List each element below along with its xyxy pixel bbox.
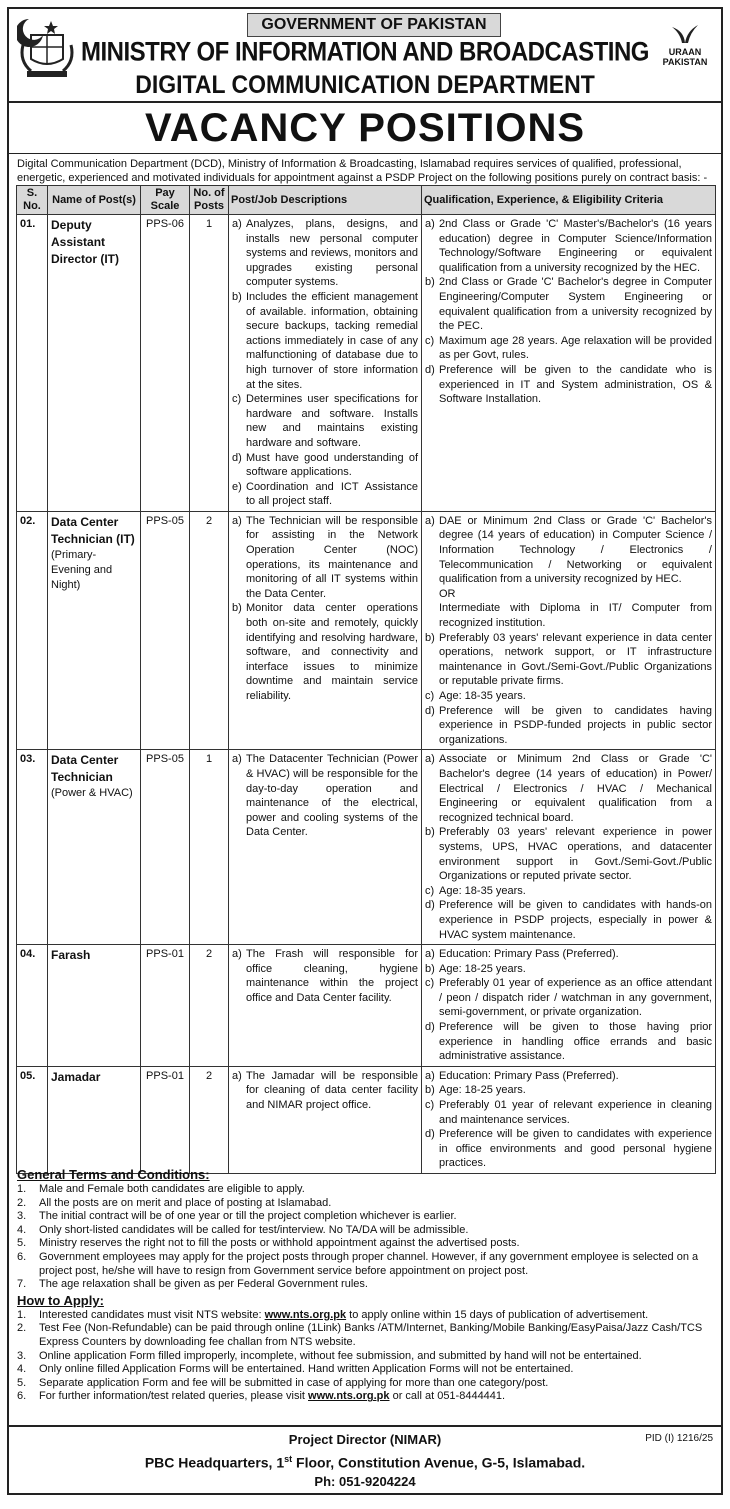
item-text: Intermediate with Diploma in IT/ Computer from recognized institution. <box>439 602 712 630</box>
header-posts: No. of Posts <box>190 186 229 215</box>
terms-text: The age relaxation shall be given as per Federal Government rules. <box>39 1278 368 1291</box>
cell-no-of-posts: 2 <box>190 511 229 750</box>
apply-item: 3. Online application Form filled improperly, incomplete, without fee submission, and submitted by hand will not be entertained. <box>17 1350 713 1364</box>
list-item <box>232 601 418 703</box>
list-item <box>232 290 418 392</box>
header-qual: Qualification, Experience, & Eligibility Criteria <box>422 186 716 215</box>
terms-item <box>17 1237 713 1251</box>
item-text: Education: Primary Pass (Preferred). <box>439 948 619 961</box>
item-text: Determines user specifications for hardware and software. Installs new and maintains existing hardware and software. <box>246 393 418 449</box>
terms-item <box>17 1224 713 1238</box>
item-text: OR <box>439 587 456 600</box>
header-desc: Post/Job Descriptions <box>229 186 422 215</box>
item-marker: b) <box>425 1084 435 1097</box>
terms-number: 6. <box>17 1250 27 1263</box>
apply-text: Online application Form filled improperly, incomplete, without fee submission, and submitted by hand will not be entertained. <box>39 1349 642 1362</box>
cell-sno: 03. <box>17 750 48 945</box>
bird-icon <box>670 23 700 45</box>
item-text: DAE or Minimum 2nd Class or Grade 'C' Bachelor's degree (14 years of education) in Computer Science / Information Technology / Electronics / Telecommunication / Networking or equivalent qualification from a university recognized by HEC. <box>439 514 712 586</box>
terms-text: All the posts are on merit and place of posting at Islamabad. <box>39 1196 332 1209</box>
terms-section <box>17 1167 713 1404</box>
cell-no-of-posts: 2 <box>190 1066 229 1173</box>
apply-item: 1. Interested candidates must visit NTS website: www.nts.org.pk to apply online within 15 days of publication of advertisement. <box>17 1308 649 1321</box>
apply-item: 5. Separate application Form and fee will be submitted in case of applying for more than one category/post. <box>17 1377 713 1391</box>
cell-pay-scale: PPS-06 <box>141 215 190 512</box>
list-item <box>425 514 712 587</box>
item-marker: c) <box>425 690 435 702</box>
cell-job-description <box>229 1066 422 1173</box>
table-row <box>17 215 716 512</box>
list-item <box>425 275 712 333</box>
cell-qualification <box>422 215 716 512</box>
post-name: Data Center Technician <box>51 753 119 785</box>
item-marker: d) <box>425 363 435 376</box>
vacancy-table <box>16 185 716 1174</box>
cell-pay-scale: PPS-05 <box>141 511 190 750</box>
cell-job-description <box>229 945 422 1067</box>
list-item <box>425 689 712 704</box>
item-text: Preferably 03 years' relevant experience in data center operations, network support, or IT infrastructure maintenance in Govt./Semi-Govt./Public Organizations or reputable private firms. <box>439 631 712 688</box>
item-marker: e) <box>232 480 242 493</box>
item-text: Preferably 03 years' relevant experience in power systems, UPS, HVAC operations, and datacenter environment support in Govt./Semi-Govt./Public Organizations or reputed private sector. <box>439 826 712 883</box>
cell-qualification <box>422 945 716 1067</box>
item-text: Must have good understanding of software applications. <box>246 451 418 479</box>
item-text: The Datacenter Technician (Power & HVAC) will be responsible for the day-to-day operation and maintenance of the electrical, power and cooling systems of the Data Center. <box>246 753 418 839</box>
item-text: Age: 18-35 years. <box>439 884 526 897</box>
item-text: 2nd Class or Grade 'C' Bachelor's degree in Computer Engineering/Computer System Engineering or equivalent qualification from a university recognized by the PEC. <box>439 276 712 333</box>
item-marker: d) <box>425 1128 435 1141</box>
address-sup: st <box>284 1454 293 1464</box>
cell-qualification <box>422 750 716 945</box>
item-text: Preference will be given to candidates having experience in PSDP-funded projects in public sector organizations. <box>439 704 712 746</box>
item-marker: c) <box>232 393 242 406</box>
post-name: Jamadar <box>51 1069 101 1084</box>
item-text: Preferably 01 year of relevant experience in cleaning and maintenance services. <box>439 1099 712 1126</box>
apply-text: Only online filled Application Forms will be entertained. Hand written Application Forms will not be entertained. <box>39 1363 574 1376</box>
item-marker: d) <box>425 704 435 717</box>
cell-qualification <box>422 1066 716 1173</box>
uraan-pakistan-logo <box>655 23 715 89</box>
item-marker: a) <box>232 218 242 230</box>
pid-number: PID (I) 1216/25 <box>645 1433 713 1444</box>
item-text: Analyzes, plans, designs, and installs new personal computer systems and reviews, monitors and upgrades existing personal computer systems. <box>246 218 418 289</box>
terms-item <box>17 1210 713 1224</box>
item-marker: b) <box>232 290 242 303</box>
terms-item <box>17 1183 713 1197</box>
list-item <box>425 1127 712 1171</box>
advertisement-page <box>7 7 723 1495</box>
item-marker: c) <box>425 334 435 347</box>
header-sno: S. No. <box>17 186 48 215</box>
item-text: Age: 18-35 years. <box>439 690 526 702</box>
item-text: Monitor data center operations both on-site and remotely, quickly identifying and resolving hardware, software, and connectivity and interface issues to minimize downtime and maintain service reliability. <box>246 602 418 702</box>
terms-heading: General Terms and Conditions: <box>17 1167 210 1182</box>
list-item <box>425 363 712 407</box>
terms-text: Government employees may apply for the project posts through proper channel. However, if any government employee is selected on a project post, he/she will have to resign from Government service before appointment on project post. <box>39 1250 699 1277</box>
list-item <box>232 217 418 290</box>
nts-website-link[interactable]: www.nts.org.pk <box>264 1308 347 1321</box>
item-marker: a) <box>425 1069 435 1082</box>
item-marker: b) <box>425 276 435 289</box>
apply-item: 2. Test Fee (Non-Refundable) can be paid through online (1Link) Banks /ATM/Internet, Banking/Mobile Banking/EasyPaisa/Jazz Cash/TCS Express Counters by downloading fee challan from NTS website. <box>17 1322 713 1349</box>
terms-item <box>17 1251 713 1278</box>
terms-item <box>17 1278 713 1292</box>
cell-sno: 04. <box>17 945 48 1067</box>
apply-list <box>17 1309 713 1404</box>
item-marker: a) <box>232 514 242 527</box>
list-item <box>425 217 712 275</box>
item-text: Age: 18-25 years. <box>439 1084 526 1097</box>
cell-post-name <box>48 1066 141 1173</box>
item-marker: a) <box>425 514 435 527</box>
footer-project-director: Project Director (NIMAR) <box>288 1432 442 1447</box>
list-item <box>232 514 418 602</box>
list-item <box>232 752 418 840</box>
post-name: Data Center Technician (IT) <box>51 514 135 546</box>
terms-number: 7. <box>17 1278 27 1291</box>
terms-list <box>17 1183 713 1292</box>
cell-sno: 05. <box>17 1066 48 1173</box>
list-item <box>425 962 712 977</box>
list-item <box>425 752 712 825</box>
cell-qualification <box>422 511 716 750</box>
cell-post-name <box>48 511 141 750</box>
item-text: Coordination and ICT Assistance to all project staff. <box>246 480 418 508</box>
list-item <box>232 451 418 480</box>
cell-no-of-posts: 1 <box>190 750 229 945</box>
cell-pay-scale: PPS-01 <box>141 945 190 1067</box>
item-marker: d) <box>232 451 242 464</box>
cell-sno: 01. <box>17 215 48 512</box>
item-text: Preferably 01 year of experience as an office attendant / peon / dispatch rider / watchman in any government, semi-government, or private organization. <box>439 977 712 1019</box>
item-text: 2nd Class or Grade 'C' Master's/Bachelor's (16 years education) degree in Computer Science/Information Technology/Software Engineering or equivalent qualification from a university recognized by the HEC. <box>439 218 712 274</box>
apply-text: to apply online within 15 days of publication of advertisement. <box>346 1308 649 1321</box>
item-marker: a) <box>425 218 435 230</box>
item-marker: c) <box>425 884 435 897</box>
item-marker: b) <box>425 826 435 839</box>
item-marker: d) <box>425 1021 435 1034</box>
list-item <box>232 947 418 1005</box>
list-item <box>232 1069 418 1113</box>
footer-address <box>9 1449 721 1473</box>
post-name: Deputy Assistant Director (IT) <box>51 218 120 266</box>
terms-number: 2. <box>17 1196 27 1209</box>
list-item <box>425 884 712 899</box>
item-marker: b) <box>425 962 435 975</box>
cell-no-of-posts: 1 <box>190 215 229 512</box>
item-text: Preference will be given to the candidate who is experienced in IT and System administration, OS & Software Installation. <box>439 363 712 406</box>
footer <box>9 1425 721 1493</box>
cell-no-of-posts: 2 <box>190 945 229 1067</box>
terms-number: 5. <box>17 1237 27 1250</box>
item-marker: a) <box>425 948 435 961</box>
item-text: Preference will be given to those having prior experience in handling office errands and basic administrative assistance. <box>439 1021 712 1063</box>
item-text: Includes the efficient management of available. information, obtaining secure backups, tacking remedial actions immediately in case of any malfunctioning of database due to high turnover of store information at the sites. <box>246 290 418 391</box>
apply-text: Separate application Form and fee will be submitted in case of applying for more than one category/post. <box>39 1376 549 1389</box>
item-marker: a) <box>232 1069 242 1082</box>
item-marker: a) <box>232 948 242 961</box>
cell-post-name <box>48 945 141 1067</box>
list-item <box>232 480 418 509</box>
table-header-row <box>17 186 716 215</box>
terms-text: The initial contract will be of one year or till the project completion whichever is earlier. <box>39 1210 457 1223</box>
list-item <box>425 976 712 1020</box>
list-item <box>425 947 712 962</box>
list-item <box>425 1083 712 1098</box>
list-item <box>425 1069 712 1084</box>
item-text: Associate or Minimum 2nd Class or Grade 'C' Bachelor's degree (14 years of education) in Power/ Electrical / Electronics / HVAC / Mechanical Engineering or equivalent qualification from a recognized technical board. <box>439 753 712 824</box>
post-name: Farash <box>51 948 91 963</box>
item-marker: a) <box>232 753 242 766</box>
item-marker: a) <box>425 753 435 766</box>
terms-number: 4. <box>17 1223 27 1236</box>
list-item <box>425 601 712 630</box>
apply-text: or call at 051-8444441. <box>389 1390 506 1403</box>
terms-item <box>17 1197 713 1211</box>
item-marker: b) <box>232 602 242 615</box>
logo-text-pakistan: PAKISTAN <box>662 57 708 67</box>
item-marker <box>425 587 439 602</box>
cell-pay-scale: PPS-05 <box>141 750 190 945</box>
list-item <box>425 704 712 748</box>
apply-text: Interested candidates must visit NTS website: <box>39 1308 265 1321</box>
terms-number: 3. <box>17 1210 27 1223</box>
government-label: GOVERNMENT OF PAKISTAN <box>247 13 501 37</box>
list-item <box>425 334 712 363</box>
item-text: Age: 18-25 years. <box>439 962 526 975</box>
apply-item: 6. For further information/test related queries, please visit www.nts.org.pk or call at 051-8444441. <box>17 1390 506 1403</box>
post-note: (Power & HVAC) <box>51 787 133 800</box>
table-row <box>17 511 716 750</box>
intro-paragraph: Digital Communication Department (DCD), Ministry of Information & Broadcasting, Islamabad requires services of qualified, professional, energetic, experienced and motivated individuals for appointment against a PSDP Project on the following positions purely on contract basis: - <box>17 158 708 184</box>
cell-job-description <box>229 511 422 750</box>
nts-website-link[interactable]: www.nts.org.pk <box>308 1390 390 1403</box>
ministry-title: MINISTRY OF INFORMATION AND BROADCASTING <box>81 37 649 68</box>
cell-job-description <box>229 215 422 512</box>
item-marker: c) <box>425 1099 435 1112</box>
apply-text: For further information/test related queries, please visit <box>39 1390 309 1403</box>
item-text: Maximum age 28 years. Age relaxation will be provided as per Govt, rules. <box>439 334 712 362</box>
table-body <box>17 215 716 1174</box>
list-item <box>425 631 712 689</box>
item-marker <box>425 601 439 630</box>
cell-job-description <box>229 750 422 945</box>
table-row <box>17 945 716 1067</box>
apply-item: 4. Only online filled Application Forms will be entertained. Hand written Application Forms will not be entertained. <box>17 1363 713 1377</box>
department-title: DIGITAL COMMUNICATION DEPARTMENT <box>135 69 595 99</box>
terms-number: 1. <box>17 1183 27 1195</box>
cell-post-name <box>48 750 141 945</box>
list-item <box>425 1098 712 1127</box>
list-item <box>232 392 418 450</box>
post-note: (Primary- Evening and Night) <box>51 548 113 591</box>
cell-post-name <box>48 215 141 512</box>
address-text: Floor, Constitution Avenue, G-5, Islamabad. <box>292 1454 586 1471</box>
item-marker: b) <box>425 631 435 644</box>
cell-sno: 02. <box>17 511 48 750</box>
list-item <box>425 587 712 602</box>
table-row <box>17 1066 716 1173</box>
header-name: Name of Post(s) <box>48 186 141 215</box>
logo-text-uraan: URAAN <box>668 47 702 57</box>
address-text: PBC Headquarters, 1 <box>144 1454 285 1471</box>
table-row <box>17 750 716 945</box>
item-text: Education: Primary Pass (Preferred). <box>439 1069 619 1082</box>
terms-text: Ministry reserves the right not to fill the posts or withhold appointment against the advertised posts. <box>39 1237 520 1250</box>
item-text: The Frash will responsible for office cleaning, hygiene maintenance within the project office and Data Center facility. <box>246 948 418 1004</box>
item-text: Preference will be given to candidates with hands-on experience in PSDP projects, especially in power & HVAC system maintenance. <box>439 899 712 941</box>
header-pay: Pay Scale <box>141 186 190 215</box>
list-item <box>425 825 712 883</box>
footer-phone: Ph: 051-9204224 <box>314 1473 416 1489</box>
item-marker: c) <box>425 977 435 990</box>
page-title: VACANCY POSITIONS <box>9 103 721 154</box>
header <box>9 9 721 103</box>
terms-text: Only short-listed candidates will be called for test/interview. No TA/DA will be admissible. <box>39 1223 469 1236</box>
list-item <box>425 898 712 942</box>
apply-text: Test Fee (Non-Refundable) can be paid through online (1Link) Banks /ATM/Internet, Banking/Mobile Banking/EasyPaisa/Jazz Cash/TCS Express Counters by downloading fee challan from NTS website. <box>39 1322 703 1348</box>
item-marker: d) <box>425 899 435 912</box>
terms-text: Male and Female both candidates are eligible to apply. <box>39 1183 305 1195</box>
item-text: Preference will be given to candidates with experience in office environments and good personal hygiene practices. <box>439 1128 712 1170</box>
item-text: The Jamadar will be responsible for cleaning of data center facility and NIMAR project office. <box>246 1069 418 1112</box>
item-text: The Technician will be responsible for assisting in the Network Operation Center (NOC) operations, its maintenance and monitoring of all IT systems within the Data Center. <box>246 514 418 600</box>
cell-pay-scale: PPS-01 <box>141 1066 190 1173</box>
apply-heading: How to Apply: <box>17 1292 104 1308</box>
list-item <box>425 1020 712 1064</box>
